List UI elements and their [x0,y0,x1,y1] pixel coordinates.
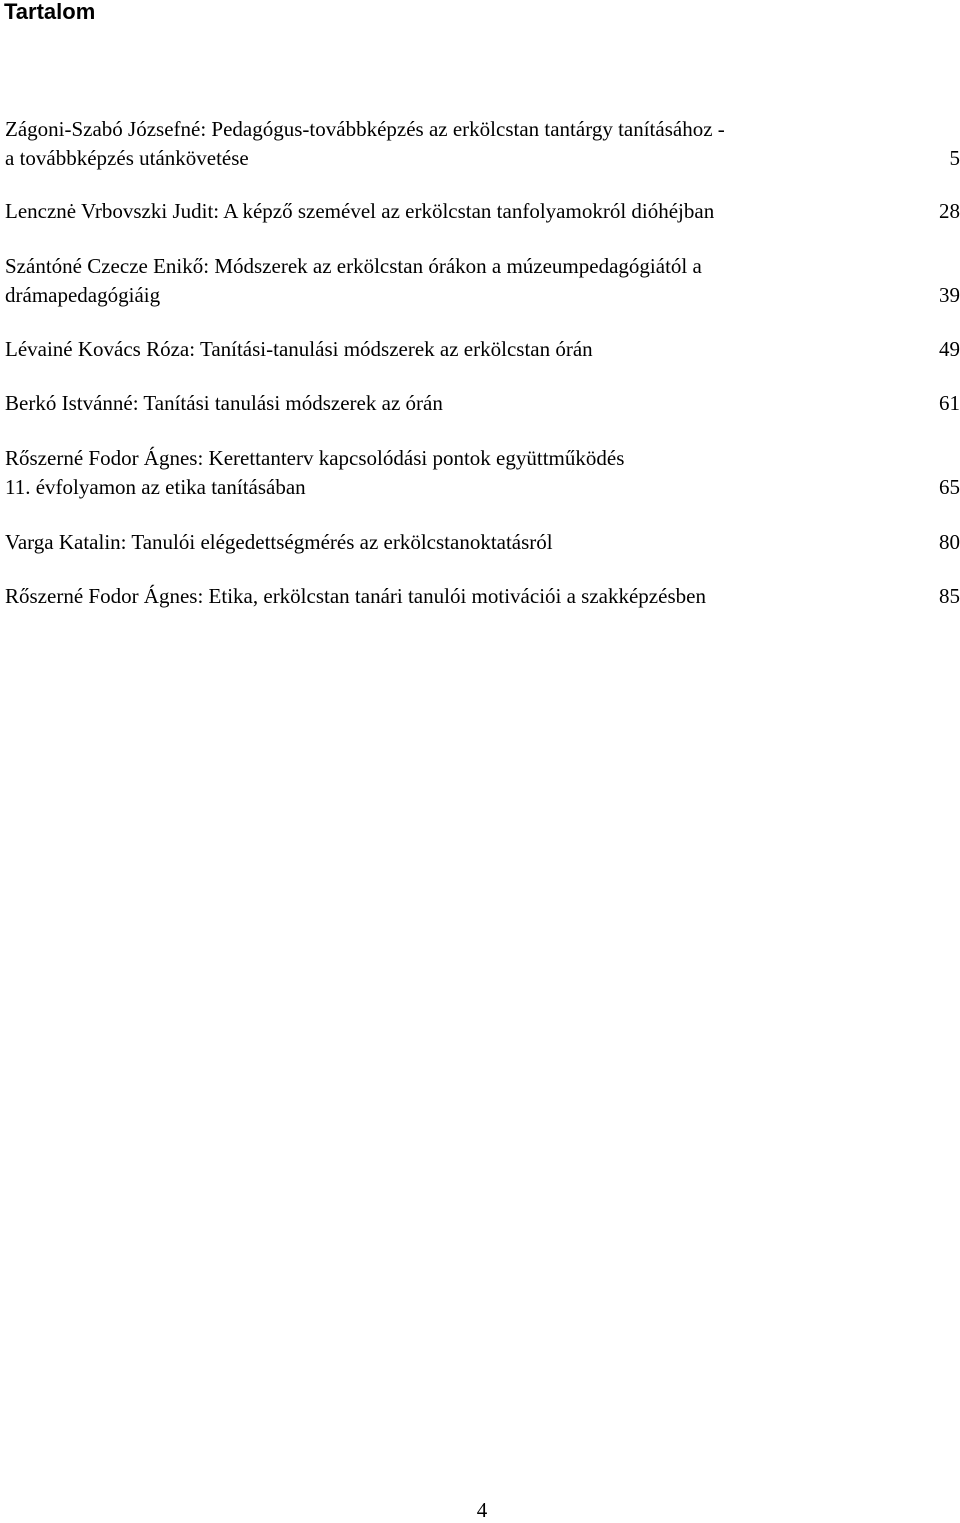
toc-entry-line [5,197,960,226]
toc-entry-page: 80 [939,528,960,557]
toc-entry-title: a továbbképzés utánkövetése [5,144,249,173]
toc-entry-line [5,335,960,364]
toc-entry [5,115,960,173]
toc-entry [5,389,960,418]
toc-entry-title: Rőszerné Fodor Ágnes: Kerettanterv kapcsolódási pontok együttműködés [5,444,624,473]
toc-entry-title: Zágoni-Szabó Józsefné: Pedagógus-továbbképzés az erkölcstan tantárgy tanításához - [5,115,725,144]
toc-entry [5,197,960,226]
toc-entry [5,252,960,310]
toc-heading: Tartalom [4,0,95,26]
toc-entry-line [5,528,960,557]
toc-entry-title: drámapedagógiáig [5,281,160,310]
toc-entry-title: Lencznė Vrbovszki Judit: A képző szemével az erkölcstan tanfolyamokról dióhéjban [5,197,714,226]
toc-entry-page: 61 [939,389,960,418]
toc-entry-page: 65 [939,473,960,502]
toc-entry [5,582,960,611]
toc-entry-title: Rőszerné Fodor Ágnes: Etika, erkölcstan tanári tanulói motivációi a szakképzésben [5,582,706,611]
toc-entry-line [5,473,960,502]
toc-entry-line [5,115,960,144]
toc-entry-page: 49 [939,335,960,364]
toc-entry-line [5,252,960,281]
toc-entry-line [5,389,960,418]
toc-entry-title: Szántóné Czecze Enikő: Módszerek az erkölcstan órákon a múzeumpedagógiától a [5,252,702,281]
toc-entry-page: 5 [950,144,960,173]
toc-entry-title: Berkó Istvánné: Tanítási tanulási módszerek az órán [5,389,443,418]
toc-entry-title: Varga Katalin: Tanulói elégedettségmérés az erkölcstanoktatásról [5,528,553,557]
toc-entry [5,528,960,557]
toc-entry-title: 11. évfolyamon az etika tanításában [5,473,306,502]
toc-entry-page: 39 [939,281,960,310]
page-number: 4 [0,1497,960,1523]
toc-entry-line [5,582,960,611]
toc-entry-page: 85 [939,582,960,611]
toc-entry-title: Lévainé Kovács Róza: Tanítási-tanulási módszerek az erkölcstan órán [5,335,593,364]
toc-entry-line [5,281,960,310]
toc-entry [5,444,960,502]
toc-entry-line [5,444,960,473]
toc-entry [5,335,960,364]
toc-entry-page: 28 [939,197,960,226]
toc-entry-line [5,144,960,173]
